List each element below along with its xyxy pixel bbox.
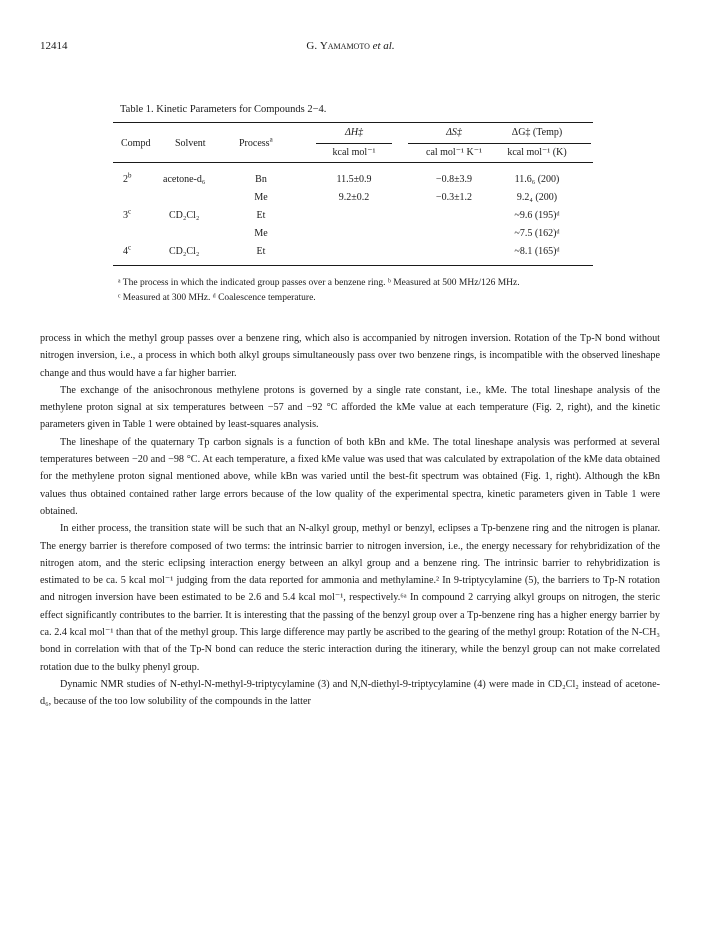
- delta-h-subrule: [316, 143, 392, 144]
- running-head-suffix: et al.: [369, 40, 395, 52]
- row-5-process: Et: [256, 246, 266, 257]
- header-compd: Compd: [121, 138, 151, 149]
- row-3-compd-number: 3: [123, 210, 128, 221]
- row-1-delta-s: −0.8±3.9: [435, 174, 473, 185]
- header-delta-s: ΔS‡: [446, 127, 462, 138]
- delta-g-subrule: [485, 143, 591, 144]
- table-caption: Table 1. Kinetic Parameters for Compounds 2−4.: [120, 104, 327, 115]
- row-5-compd-note: c: [128, 243, 132, 252]
- body-paragraph: The lineshape of the quaternary Tp carbon signals is a function of both kBn and kMe. The total lineshape analysis was performed at several temperatures between −20 and −98 °C. At each temperature, a fixed kMe value was used that was calculated by extrapolation of the kMe data obtained for the methylene proton signal mentioned above, while kBn was varied until the best-fit spectrum was obtained (Fig. 1, right). Although the kBn values thus obtained contained rather large errors because of the low quality of the experimental spectra, kinetic parameters given in Table 1 were obtained.: [40, 436, 660, 517]
- row-4-delta-g: ~7.5 (162)ᵈ: [514, 228, 560, 239]
- row-1-delta-g: 11.6₆ (200): [514, 174, 560, 185]
- table-header-rule: [113, 162, 593, 163]
- row-1-delta-h: 11.5±0.9: [336, 174, 372, 185]
- body-paragraph: The exchange of the anisochronous methylene protons is governed by a single rate constant, i.e., kMe. The total lineshape analysis of the methylene proton signal at six temperatures between −57 and −92 °C afforded the kMe value at each temperature (Fig. 2, right), and the kinetic parameters given in Table 1 were obtained by least-squares analysis.: [40, 384, 660, 431]
- row-2-delta-s: −0.3±1.2: [435, 192, 473, 203]
- row-5-compd-number: 4: [123, 246, 128, 257]
- row-3-process: Et: [256, 210, 266, 221]
- page-number: 12414: [40, 40, 68, 52]
- row-5-compd: [123, 243, 132, 257]
- unit-delta-g: kcal mol⁻¹ (K): [507, 147, 567, 158]
- running-head: [0, 40, 701, 52]
- row-3-solvent: CD₂Cl₂: [169, 210, 200, 221]
- body-text: [40, 330, 660, 711]
- row-1-compd: [123, 171, 132, 185]
- row-3-delta-g: ~9.6 (195)ᵈ: [514, 210, 560, 221]
- row-1-compd-note: b: [128, 171, 132, 180]
- row-2-delta-h: 9.2±0.2: [338, 192, 370, 203]
- header-process-note: a: [269, 135, 273, 144]
- row-3-compd: [123, 207, 132, 221]
- header-solvent: Solvent: [175, 138, 206, 149]
- row-5-solvent: CD₂Cl₂: [169, 246, 200, 257]
- row-5-delta-g: ~8.1 (165)ᵈ: [514, 246, 560, 257]
- body-paragraph: Dynamic NMR studies of N-ethyl-N-methyl-9-triptycylamine (3) and N,N-diethyl-9-triptycylamine (4) were made in CD₂Cl₂ instead of acetone-d₆, because of the too low solubility of the compounds in the latter: [40, 678, 660, 708]
- table-footnotes: [118, 276, 638, 306]
- body-paragraph: In either process, the transition state will be such that an N-alkyl group, methyl or benzyl, eclipses a Tp-benzene ring and the nitrogen is planar. The energy barrier is therefore composed of two terms: the intrinsic barrier to nitrogen inversion, i.e., the energy necessary for rehybridization of the nitrogen atom, and the steric eclipsing interaction energy between an alkyl group and a benzene ring. The intrinsic barrier to rehybridization is estimated to be ca. 5 kcal mol⁻¹ judging from the data reported for ammonia and methylamine.² In 9-triptycylamine (5), the barriers to Tp-N rotation and nitrogen inversion have been estimated to be 2.6 and 5.4 kcal mol⁻¹, respectively.⁶ᵃ In compound 2 carrying alkyl groups on nitrogen, the steric effect significantly contributes to the barrier. It is interesting that the passing of the benzyl group over a Tp-benzene ring has a higher energy barrier by ca. 2.4 kcal mol⁻¹ than that of the methyl group. This large difference may partly be ascribed to the gearing of the methyl group: Rotation of the N-CH₃ bond in correlation with that of the Tp-N bond can reduce the steric interaction during the itinerary, while the benzyl group can not make correlated rotation due to the bulky phenyl group.: [40, 523, 660, 673]
- row-1-process: Bn: [255, 174, 267, 185]
- header-delta-g: ΔG‡ (Temp): [511, 127, 563, 138]
- table-footnote: ᵃ The process in which the indicated group passes over a benzene ring. ᵇ Measured at 500 MHz/126 MHz.: [118, 278, 520, 288]
- row-1-compd-number: 2: [123, 174, 128, 185]
- row-2-delta-g: 9.2₄ (200): [516, 192, 558, 203]
- header-delta-h: ΔH‡: [344, 127, 364, 138]
- row-2-process: Me: [254, 192, 268, 203]
- header-process: [239, 135, 273, 149]
- row-4-process: Me: [254, 228, 268, 239]
- table-top-rule: [113, 122, 593, 123]
- body-paragraph: process in which the methyl group passes over a benzene ring, which also is accompanied by nitrogen inversion. Rotation of the Tp-N bond without nitrogen inversion, i.e., a process in which both alkyl groups simultaneously pass over two benzene rings, is incompatible with the observed lineshape change and thus would have a far higher barrier.: [40, 333, 660, 379]
- running-head-prefix: G.: [306, 40, 320, 52]
- table-bottom-rule: [113, 265, 593, 266]
- unit-delta-s: cal mol⁻¹ K⁻¹: [426, 147, 482, 158]
- running-head-author: Yamamoto: [319, 40, 370, 52]
- header-process-label: Process: [239, 138, 270, 149]
- kinetic-parameters-table: [113, 122, 593, 267]
- row-1-solvent: acetone-d₆: [163, 174, 206, 185]
- row-3-compd-note: c: [128, 207, 132, 216]
- table-footnote: ᶜ Measured at 300 MHz. ᵈ Coalescence temperature.: [118, 293, 316, 303]
- unit-delta-h: kcal mol⁻¹: [332, 147, 376, 158]
